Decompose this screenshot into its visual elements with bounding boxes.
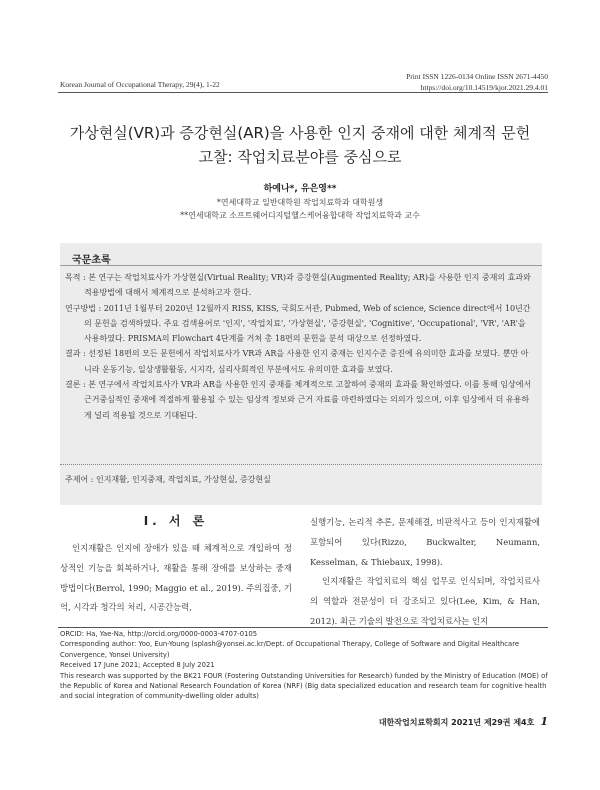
abstract-conclusion: 결론 : 본 연구에서 작업치료사가 VR과 AR을 사용한 인지 중재를 체계적으로 고찰하여 중재의 효과를 확인하였다. 이를 통해 임상에서 근거중심적인 중재에 적절하게 활용될 수 있는 임상적 정보와 근거 자료를 마련하였다는 의의가 있으며, 이후 임상에서 더 유용하게 널리 적용될 것으로 기대된다.: [65, 380, 532, 420]
footnote-rule: [58, 627, 548, 628]
header-rule: [58, 92, 548, 93]
body-column-right: [310, 513, 540, 632]
affiliation-1: *연세대학교 일반대학원 작업치료학과 대학원생: [216, 198, 384, 207]
body-column-left: [60, 539, 292, 618]
authors: 하예나*, 유은영**: [263, 184, 337, 194]
abstract-purpose: 목적 : 본 연구는 작업치료사가 가상현실(Virtual Reality; VR)과 증강현실(Augmented Reality; AR)을 사용한 인지 중재의 효과와 적용방법에 대해서 체계적으로 분석하고자 한다.: [65, 273, 531, 298]
issn-line: Print ISSN 1226-0134 Online ISSN 2671-4450: [406, 72, 548, 81]
page-number: 1: [540, 715, 548, 728]
keywords-rule: [60, 464, 542, 465]
issn-doi-block: [406, 71, 548, 93]
abstract-rule: [60, 265, 542, 266]
footnote-received: Received 17 June 2021; Accepted 8 July 2021: [60, 661, 215, 670]
footnote-funding: This research was supported by the BK21 FOUR (Fostering Outstanding Universities for Research) funded by the Ministry of Education (MOE) of the Republic of Korea and National Research Foundation of Korea (NRF) (Big data specialized education and research team for cognitive health and social integration of community-dwelling older adults): [60, 671, 548, 701]
abstract-heading: 국문초록: [72, 255, 111, 266]
title-line-1: 가상현실(VR)과 증강현실(AR)을 사용한 인지 중재에 대한 체계적 문헌: [69, 124, 531, 142]
affiliation-2: **연세대학교 소프트웨어디지털헬스케어융합대학 작업치료학과 교수: [180, 211, 420, 220]
footnotes: [60, 629, 548, 702]
footnote-corresponding: Corresponding author: Yoo, Eun-Young (splash@yonsei.ac.kr/Dept. of Occupational Therapy, College of Software and Digital Healthcare Convergence, Yonsei University): [60, 640, 520, 659]
page-footer: [379, 715, 548, 728]
section-heading-introduction: Ⅰ. 서 론: [143, 514, 209, 528]
abstract-body: [65, 270, 535, 423]
intro-paragraph-1-continued: 실행기능, 논리적 추론, 문제해결, 비판적사고 등이 인지재활에 포함되어 있다(Rizzo, Buckwalter, Neumann, Kesselman, & Thiebaux, 1998).: [310, 517, 540, 567]
paper-title: [60, 121, 540, 169]
footer-journal-issue: 대한작업치료학회지 2021년 제29권 제4호: [378, 718, 535, 727]
journal-citation: Korean Journal of Occupational Therapy, 29(4), 1-22: [60, 80, 220, 89]
intro-paragraph-2: 인지재활은 작업치료의 핵심 업무로 인식되며, 작업치료사의 역할과 전문성이 더 강조되고 있다(Lee, Kim, & Han, 2012). 최근 기술의 발전으로 작업치료사는 인지: [310, 576, 540, 626]
footnote-orcid: ORCID: Ha, Yae-Na, http://orcid.org/0000-0003-4707-0105: [60, 630, 258, 638]
title-line-2: 고찰: 작업치료분야를 중심으로: [198, 148, 402, 166]
abstract-results: 결과 : 선정된 18편의 모든 문헌에서 작업치료사가 VR과 AR을 사용한 인지 중재는 인지수준 증진에 유의미한 효과를 보였다. 뿐만 아니라 운동기능, 일상생활활동, 시지각, 심리사회적인 부분에서도 유의미한 효과를 보였다.: [65, 349, 529, 374]
keywords: 주제어 : 인지재활, 인지중재, 작업치료, 가상현실, 증강현실: [65, 475, 271, 484]
abstract-methods: 연구방법 : 2011년 1월부터 2020년 12월까지 RISS, KISS, 국회도서관, Pubmed, Web of science, Science direct에서 10년간의 문헌을 검색하였다. 주요 검색용어로 '인지', '작업치료', '가상현실', '증강현실', 'Cognitive', 'Occupational', 'VR', 'AR'을 사용하였다. PRISMA의 Flowchart 4단계를 거쳐 총 18편의 문헌을 분석 대상으로 선정하였다.: [65, 303, 531, 344]
doi-link[interactable]: https://doi.org/10.14519/kjot.2021.29.4.01: [420, 83, 548, 92]
intro-paragraph-1: 인지재활은 인지에 장애가 있을 때 체계적으로 개입하여 정상적인 기능을 회복하거나, 재활을 통해 장애를 보상하는 중재 방법이다(Berrol, 1990; Maggio et al., 2019). 주의집중, 기억, 시각과 청각의 처리, 시공간능력,: [60, 543, 292, 613]
